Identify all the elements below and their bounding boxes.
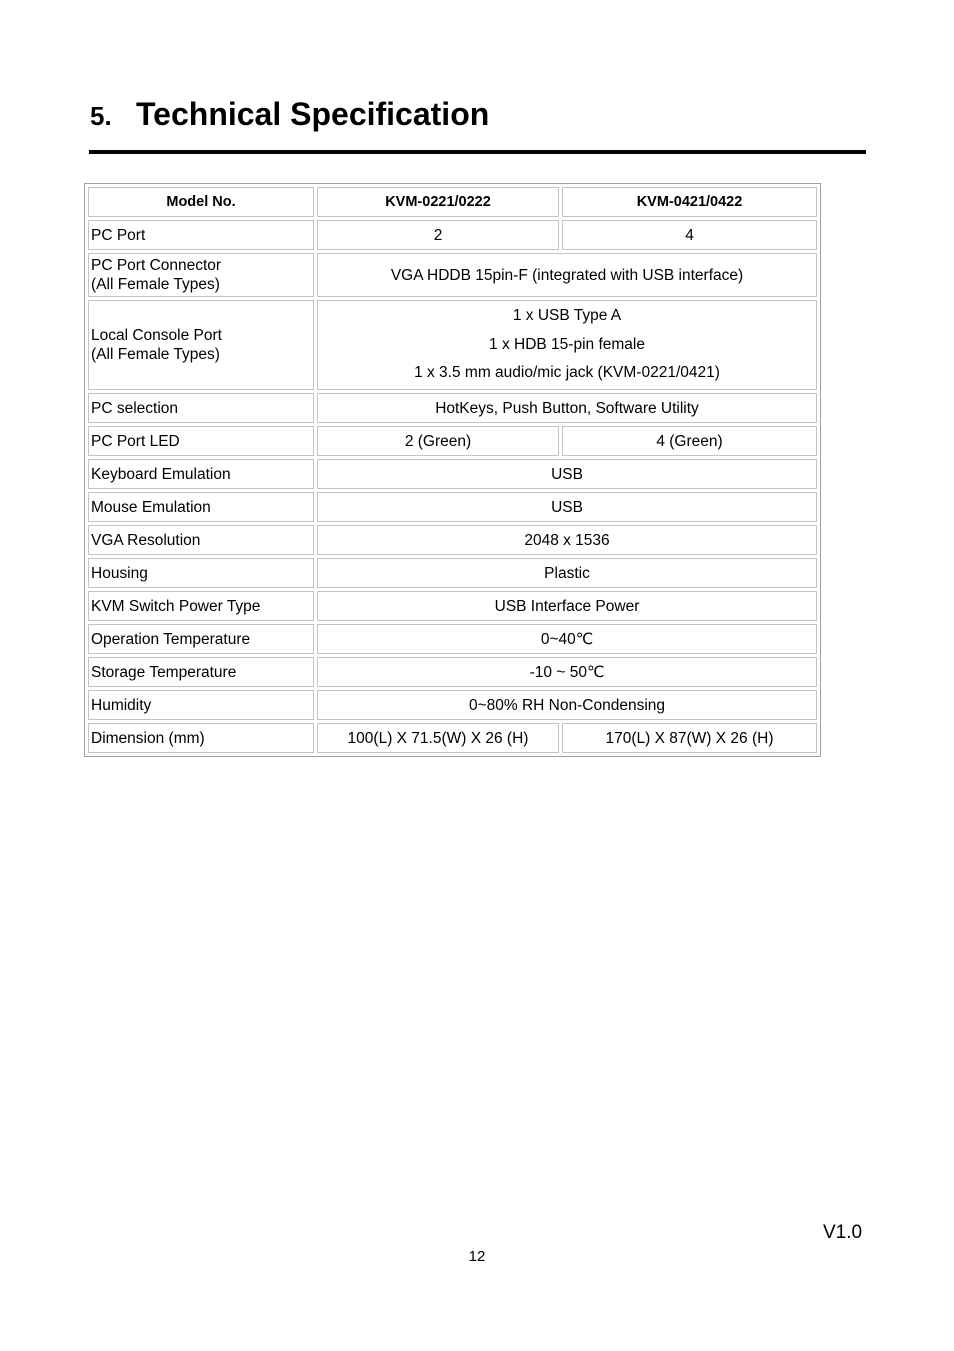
table-row-operation-temperature bbox=[88, 624, 817, 654]
table-row-keyboard-emulation bbox=[88, 459, 817, 489]
header-model2: KVM-0421/0422 bbox=[562, 187, 817, 217]
row-label-line: (All Female Types) bbox=[91, 276, 220, 293]
version-label: V1.0 bbox=[823, 1222, 863, 1243]
row-label: PC selection bbox=[88, 393, 314, 423]
table-row-header bbox=[88, 187, 817, 217]
page-number: 12 bbox=[468, 1248, 486, 1265]
table-row-humidity bbox=[88, 690, 817, 720]
section-heading bbox=[90, 96, 489, 133]
row-value-model2: 4 (Green) bbox=[562, 426, 817, 456]
table-row-storage-temperature bbox=[88, 657, 817, 687]
row-label: Operation Temperature bbox=[88, 624, 314, 654]
header-model1: KVM-0221/0222 bbox=[317, 187, 559, 217]
table-row-pc-selection bbox=[88, 393, 817, 423]
row-value-model1: 2 bbox=[317, 220, 559, 250]
row-value-line: 1 x 3.5 mm audio/mic jack (KVM-0221/0421) bbox=[414, 364, 720, 382]
row-value: USB bbox=[317, 492, 817, 522]
table-row-local-console-port bbox=[88, 300, 817, 390]
row-label-line: (All Female Types) bbox=[91, 346, 220, 363]
row-value: Plastic bbox=[317, 558, 817, 588]
section-title: Technical Specification bbox=[136, 96, 490, 132]
row-label-line: Local Console Port bbox=[91, 327, 222, 344]
heading-rule bbox=[89, 150, 866, 154]
row-value-model1: 2 (Green) bbox=[317, 426, 559, 456]
row-value: USB bbox=[317, 459, 817, 489]
row-label: Storage Temperature bbox=[88, 657, 314, 687]
row-label bbox=[88, 253, 314, 297]
table-row-power-type bbox=[88, 591, 817, 621]
row-value: 2048 x 1536 bbox=[317, 525, 817, 555]
row-label: Humidity bbox=[88, 690, 314, 720]
row-label: PC Port LED bbox=[88, 426, 314, 456]
table-row-vga-resolution bbox=[88, 525, 817, 555]
row-value: 0~40℃ bbox=[317, 624, 817, 654]
table-row-dimension bbox=[88, 723, 817, 753]
table-row-pc-port bbox=[88, 220, 817, 250]
row-value: 0~80% RH Non-Condensing bbox=[317, 690, 817, 720]
row-value bbox=[317, 300, 817, 390]
row-label: Dimension (mm) bbox=[88, 723, 314, 753]
row-label bbox=[88, 300, 314, 390]
row-value: -10 ~ 50℃ bbox=[317, 657, 817, 687]
row-value: HotKeys, Push Button, Software Utility bbox=[317, 393, 817, 423]
header-label: Model No. bbox=[88, 187, 314, 217]
row-label: Keyboard Emulation bbox=[88, 459, 314, 489]
spec-table bbox=[84, 183, 821, 757]
row-label-line: PC Port Connector bbox=[91, 257, 222, 274]
row-value: USB Interface Power bbox=[317, 591, 817, 621]
table-row-pc-port-connector bbox=[88, 253, 817, 297]
row-label: VGA Resolution bbox=[88, 525, 314, 555]
section-number: 5. bbox=[90, 101, 112, 131]
row-label: Housing bbox=[88, 558, 314, 588]
row-value-model1: 100(L) X 71.5(W) X 26 (H) bbox=[317, 723, 559, 753]
row-label: KVM Switch Power Type bbox=[88, 591, 314, 621]
row-value-model2: 170(L) X 87(W) X 26 (H) bbox=[562, 723, 817, 753]
row-label: PC Port bbox=[88, 220, 314, 250]
row-value-line: 1 x HDB 15-pin female bbox=[489, 335, 645, 353]
row-value: VGA HDDB 15pin-F (integrated with USB interface) bbox=[317, 253, 817, 297]
table-row-housing bbox=[88, 558, 817, 588]
table-row-pc-port-led bbox=[88, 426, 817, 456]
table-row-mouse-emulation bbox=[88, 492, 817, 522]
row-value-model2: 4 bbox=[562, 220, 817, 250]
row-label: Mouse Emulation bbox=[88, 492, 314, 522]
row-value-line: 1 x USB Type A bbox=[512, 307, 622, 325]
